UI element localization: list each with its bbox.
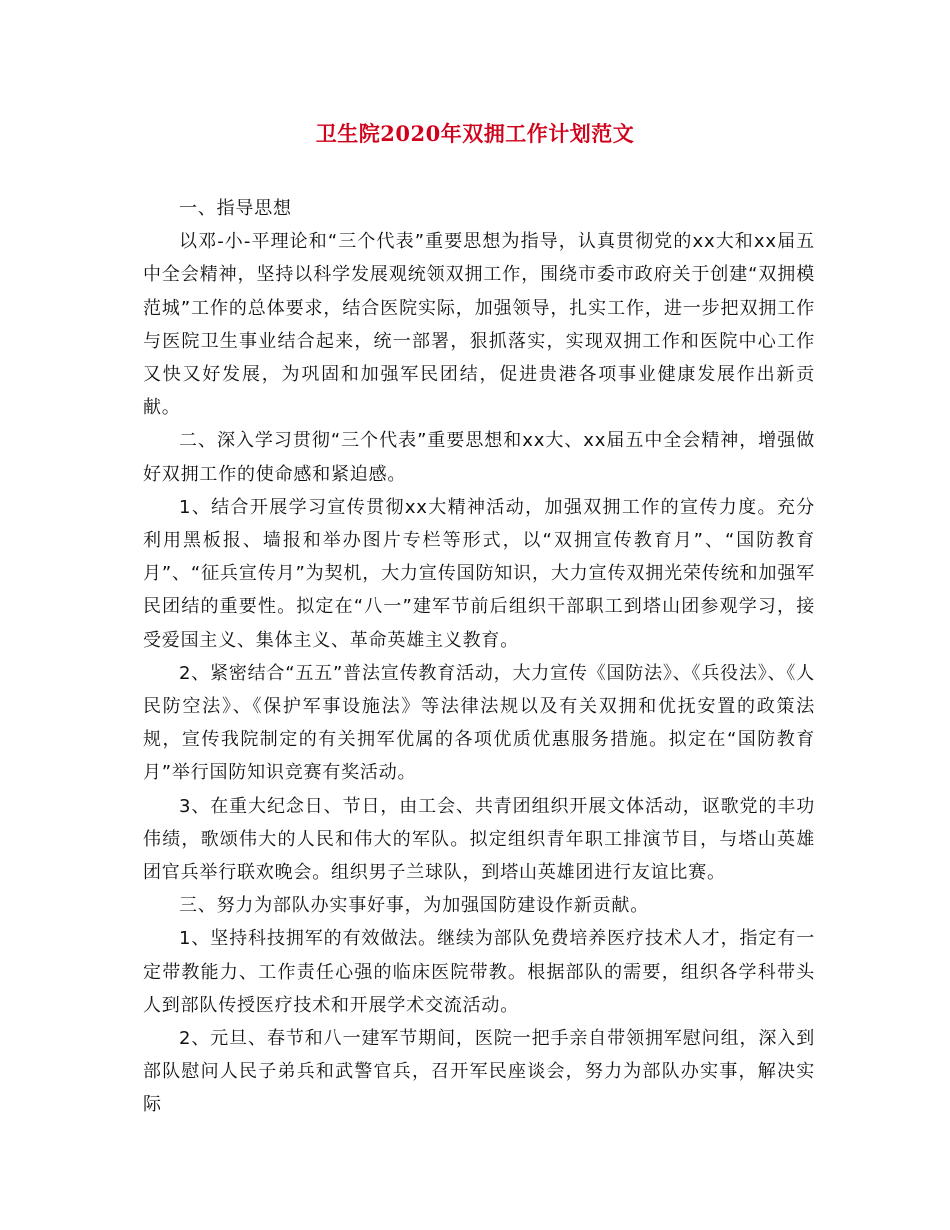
paragraph-support-item-1: 1、坚持科技拥军的有效做法。继续为部队免费培养医疗技术人才，指定有一定带教能力、工作责任心强的临床医院带教。根据部队的需要，组织各学科带头人到部队传授医疗技术和开展学术交流活动。 xyxy=(143,928,815,1016)
document-title: 卫生院2020年双拥工作计划范文 xyxy=(315,121,635,146)
paragraph-support-item-2: 2、元旦、春节和八一建军节期间，医院一把手亲自带领拥军慰问组，深入到部队慰问人民子弟兵和武警官兵，召开军民座谈会，努力为部队办实事，解决实际 xyxy=(143,1028,815,1116)
paragraph-study-item-2: 2、紧密结合“五五”普法宣传教育活动，大力宣传《国防法》、《兵役法》、《人民防空法》、《保护军事设施法》等法律法规以及有关双拥和优抚安置的政策法规，宣传我院制定的有关拥军优属的各项优质优惠服务措施。拟定在“国防教育月”举行国防知识竞赛有奖活动。 xyxy=(143,662,815,784)
section-heading-study: 二、深入学习贯彻“三个代表”重要思想和xx大、xx届五中全会精神，增强做好双拥工作的使命感和紧迫感。 xyxy=(143,430,815,485)
paragraph-study-item-1: 1、结合开展学习宣传贯彻xx大精神活动，加强双拥工作的宣传力度。充分利用黑板报、墙报和举办图片专栏等形式，以“双拥宣传教育月”、“国防教育月”、“征兵宣传月”为契机，大力宣传国防知识，大力宣传双拥光荣传统和加强军民团结的重要性。拟定在“八一”建军节前后组织干部职工到塔山团参观学习，接受爱国主义、集体主义、革命英雄主义教育。 xyxy=(143,496,815,651)
document-body xyxy=(143,192,815,1122)
section-heading-support-army: 三、努力为部队办实事好事，为加强国防建设作新贡献。 xyxy=(179,895,649,917)
paragraph-guiding-ideology: 以邓-小-平理论和“三个代表”重要思想为指导，认真贯彻党的xx大和xx届五中全会精神，坚持以科学发展观统领双拥工作，围绕市委市政府关于创建“双拥模范城”工作的总体要求，结合医院实际，加强领导，扎实工作，进一步把双拥工作与医院卫生事业结合起来，统一部署，狠抓落实，实现双拥工作和医院中心工作又快又好发展，为巩固和加强军民团结，促进贵港各项事业健康发展作出新贡献。 xyxy=(143,231,815,419)
paragraph-study-item-3: 3、在重大纪念日、节日，由工会、共青团组织开展文体活动，讴歌党的丰功伟绩，歌颂伟大的人民和伟大的军队。拟定组织青年职工排演节目，与塔山英雄团官兵举行联欢晚会。组织男子兰球队，到塔山英雄团进行友谊比赛。 xyxy=(143,795,815,884)
section-heading-guiding-ideology: 一、指导思想 xyxy=(179,198,292,219)
